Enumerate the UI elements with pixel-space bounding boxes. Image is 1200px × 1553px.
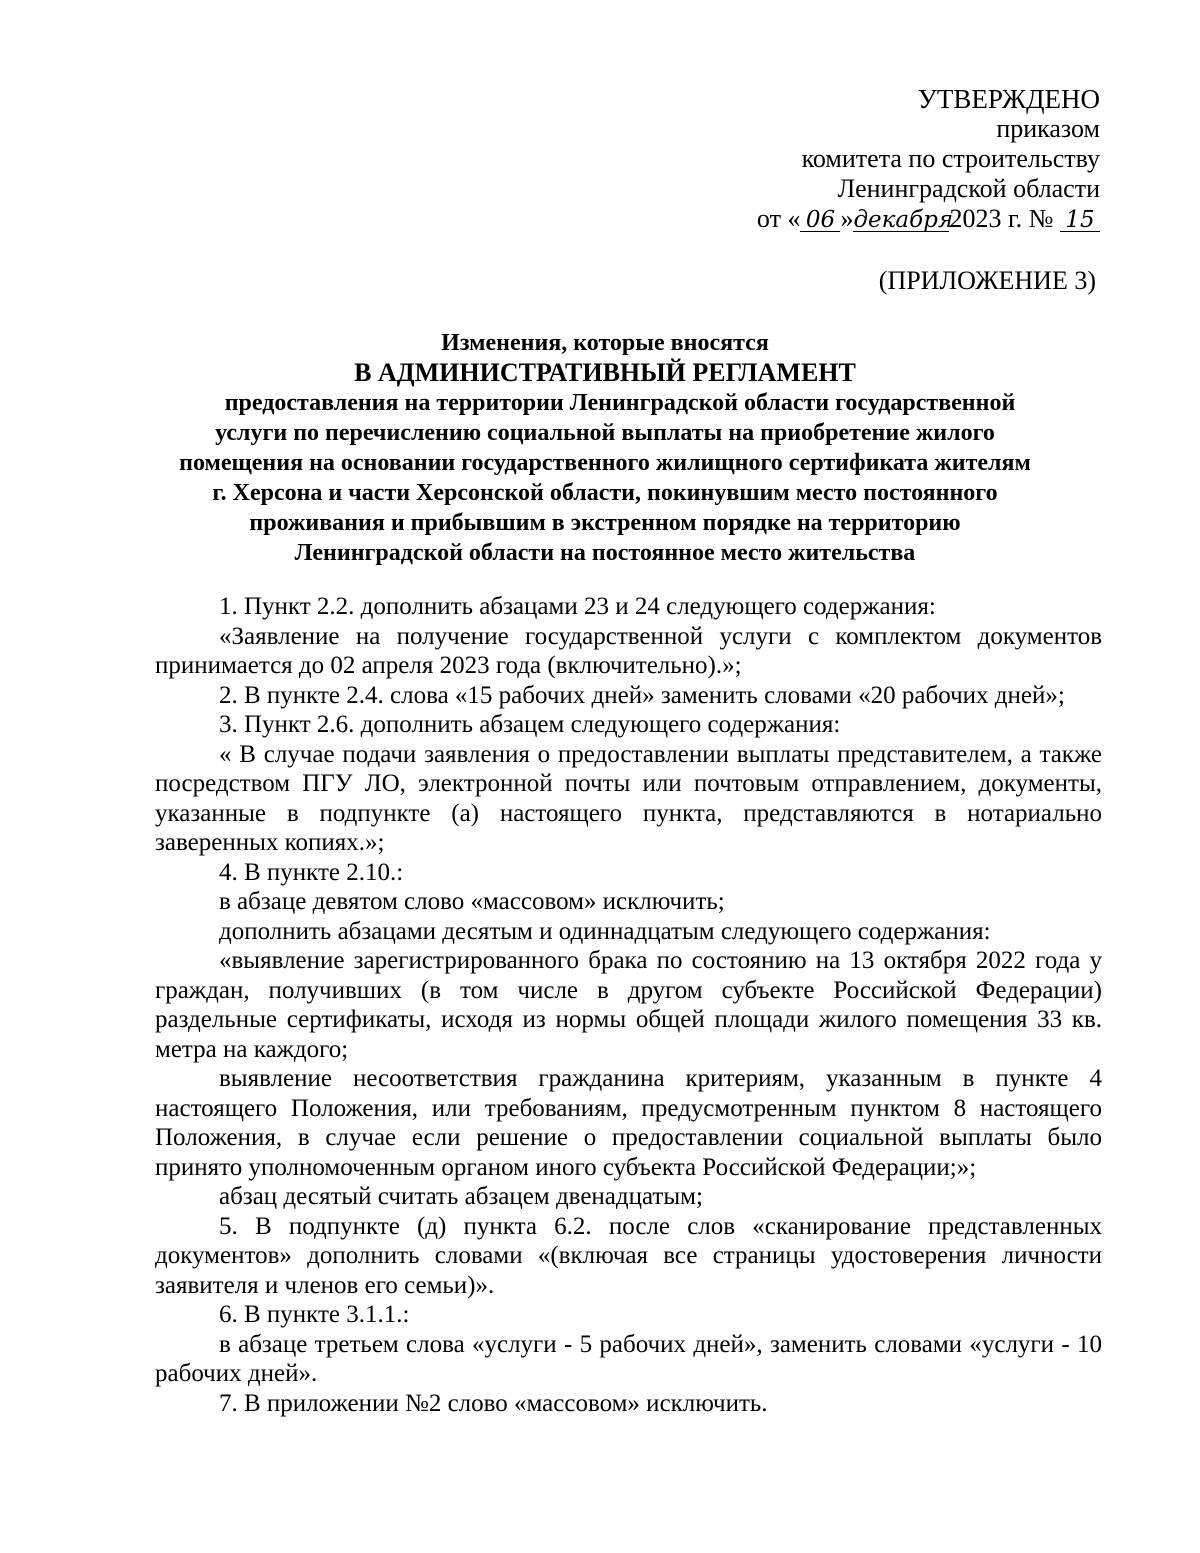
paragraph: 2. В пункте 2.4. слова «15 рабочих дней» заменить словами «20 рабочих дней»; bbox=[219, 681, 1065, 709]
title-line-6: г. Херсона и части Херсонской области, покинувшим место постоянного bbox=[212, 480, 998, 506]
paragraph: в абзаце третьем слова «услуги - 5 рабочих дней», заменить словами «услуги - 10 рабочих дней». bbox=[155, 1330, 1102, 1387]
paragraph: 1. Пункт 2.2. дополнить абзацами 23 и 24 следующего содержания: bbox=[219, 593, 936, 620]
date-year: 2023 г. № bbox=[949, 204, 1054, 233]
approval-line-order: приказом bbox=[996, 114, 1100, 143]
appendix-label: (ПРИЛОЖЕНИЕ 3) bbox=[878, 266, 1096, 295]
date-mid: » bbox=[840, 204, 854, 233]
handwritten-month: декабря bbox=[853, 207, 954, 233]
handwritten-day: 06 bbox=[800, 209, 840, 232]
approval-heading: УТВЕРЖДЕНО bbox=[917, 84, 1100, 114]
paragraph: 3. Пункт 2.6. дополнить абзацем следующего содержания: bbox=[219, 711, 841, 738]
approval-line-region: Ленинградской области bbox=[837, 174, 1100, 203]
title-line-4: услуги по перечислению социальной выплаты на приобретение жилого bbox=[215, 420, 995, 446]
paragraph: в абзаце девятом слово «массовом» исключить; bbox=[219, 888, 725, 915]
title-line-1: Изменения, которые вносятся bbox=[441, 330, 769, 356]
approval-date-line bbox=[757, 204, 1100, 234]
approval-stamp bbox=[757, 84, 1100, 234]
approval-line-committee: комитета по строительству bbox=[801, 144, 1100, 173]
document-title bbox=[150, 328, 1060, 568]
paragraph: дополнить абзацами десятым и одиннадцатым следующего содержания: bbox=[219, 917, 991, 945]
title-line-3: предоставления на территории Ленинградской области государственной bbox=[224, 390, 1016, 416]
paragraph: «выявление зарегистрированного брака по состоянию на 13 октября 2022 года у граждан, получивших (в том числе в другом субъекте Российской Федерации) раздельные сертификаты, исходя из нормы общей площади жилого помещения 33 кв. метра на каждого; bbox=[155, 947, 1102, 1063]
title-line-8: Ленинградской области на постоянное место жительства bbox=[294, 540, 916, 566]
paragraph: 6. В пункте 3.1.1.: bbox=[219, 1301, 410, 1328]
paragraph: 4. В пункте 2.10.: bbox=[219, 858, 404, 886]
paragraph: «Заявление на получение государственной услуги с комплектом документов принимается до 02 апреля 2023 года (включительно).»; bbox=[155, 622, 1102, 679]
title-line-2: В АДМИНИСТРАТИВНЫЙ РЕГЛАМЕНТ bbox=[354, 358, 856, 387]
paragraph: 5. В подпункте (д) пункта 6.2. после слов «сканирование представленных документов» дополнить словами «(включая все страницы удостоверения личности заявителя и членов его семьи)». bbox=[155, 1212, 1102, 1299]
paragraph: абзац десятый считать абзацем двенадцатым; bbox=[219, 1183, 703, 1210]
date-prefix: от « bbox=[756, 204, 801, 233]
document-body bbox=[155, 592, 1102, 1418]
title-line-5: помещения на основании государственного жилищного сертификата жителям bbox=[179, 450, 1031, 476]
handwritten-number: 15 bbox=[1060, 209, 1100, 232]
paragraph: выявление несоответствия гражданина критериям, указанным в пункте 4 настоящего Положения, или требованиям, предусмотренным пунктом 8 настоящего Положения, в случае если решение о предоставлении социальной выплаты было принято уполномоченным органом иного субъекта Российской Федерации;»; bbox=[155, 1065, 1102, 1181]
paragraph: « В случае подачи заявления о предоставлении выплаты представителем, а также посредством ПГУ ЛО, электронной почты или почтовым отправлением, документы, указанные в подпункте (а) настоящего пункта, представляются в нотариально заверенных копиях.»; bbox=[155, 740, 1102, 856]
paragraph: 7. В приложении №2 слово «массовом» исключить. bbox=[219, 1389, 768, 1417]
title-line-7: проживания и прибывшим в экстренном порядке на территорию bbox=[249, 510, 961, 536]
